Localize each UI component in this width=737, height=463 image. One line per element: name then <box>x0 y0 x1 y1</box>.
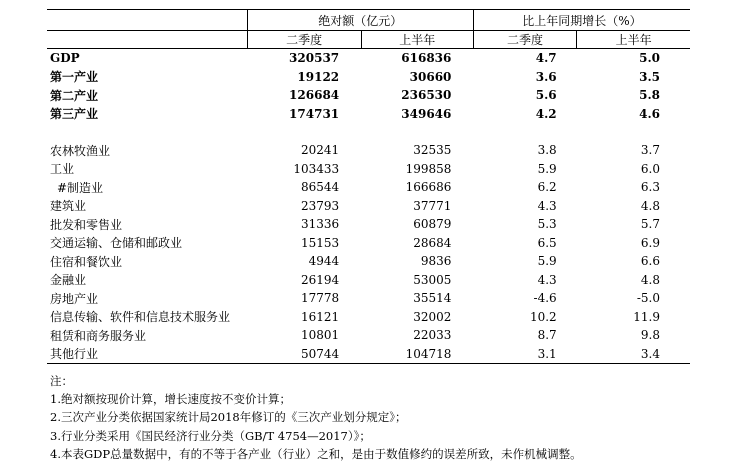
cell-value: 28684 <box>413 235 452 250</box>
table-row <box>47 215 690 234</box>
cell-value: 126684 <box>289 88 340 103</box>
row-name: 第一产业 <box>50 70 99 85</box>
row-name: 信息传输、软件和信息技术服务业 <box>50 310 231 325</box>
cell-value: -5.0 <box>636 291 660 306</box>
cell-value: 4.6 <box>639 106 660 121</box>
row-name: 金融业 <box>50 273 87 288</box>
header-corner <box>47 10 247 31</box>
cell-value: 349646 <box>401 106 452 121</box>
cell-value: 53005 <box>413 272 452 287</box>
header-h1-growth: 上半年 <box>577 31 690 49</box>
row-name: 交通运输、仓储和邮政业 <box>50 236 183 251</box>
table-row <box>47 345 690 364</box>
row-name: 住宿和餐饮业 <box>50 254 123 269</box>
cell-value: 32002 <box>413 309 452 324</box>
cell-value: 5.0 <box>639 51 660 66</box>
header-h1-amount: 上半年 <box>361 31 473 49</box>
cell-value: 4.3 <box>537 198 557 213</box>
table-row <box>47 308 690 327</box>
cell-value: 86544 <box>300 180 340 195</box>
header-absolute-amount: 绝对额（亿元） <box>247 10 473 31</box>
cell-value: 9.8 <box>640 328 660 343</box>
cell-value: 6.3 <box>640 180 660 195</box>
cell-value: 236530 <box>401 88 452 103</box>
cell-value: 4.8 <box>640 198 660 213</box>
cell-value: 60879 <box>413 217 452 232</box>
row-name: 租赁和商务服务业 <box>50 328 147 343</box>
cell-value: 6.2 <box>537 180 557 195</box>
table-row <box>47 68 690 87</box>
row-name: 其他行业 <box>47 345 247 364</box>
table-row <box>47 197 690 216</box>
cell-value: 6.9 <box>640 235 660 250</box>
header-q2-growth: 二季度 <box>473 31 576 49</box>
row-name: 第三产业 <box>50 107 99 122</box>
cell-value: 5.9 <box>537 161 557 176</box>
cell-value: 50744 <box>247 345 361 364</box>
header-growth-rate: 比上年同期增长（%） <box>473 10 690 31</box>
cell-value: 31336 <box>300 217 340 232</box>
cell-value: 3.1 <box>473 345 576 364</box>
cell-value: 10801 <box>300 328 340 343</box>
row-name: 第二产业 <box>50 88 99 103</box>
cell-value: 4.7 <box>535 51 557 66</box>
cell-value: 37771 <box>413 198 452 213</box>
cell-value: 3.7 <box>640 143 660 158</box>
table-row <box>47 160 690 179</box>
cell-value: 166686 <box>405 180 452 195</box>
cell-value: 3.6 <box>535 69 557 84</box>
cell-value: 10.2 <box>529 309 557 324</box>
cell-value: -4.6 <box>533 291 557 306</box>
note-heading: 注： <box>50 374 73 388</box>
row-name: 建筑业 <box>50 199 87 214</box>
cell-value: 11.9 <box>633 309 660 324</box>
table-row <box>47 271 690 290</box>
cell-value: 6.0 <box>640 161 660 176</box>
gdp-table <box>47 9 690 364</box>
cell-value: 5.6 <box>535 88 557 103</box>
cell-value: 3.5 <box>639 69 660 84</box>
cell-value: 35514 <box>413 291 452 306</box>
spacer-row <box>47 123 690 141</box>
cell-value: 174731 <box>289 106 340 121</box>
cell-value: 5.7 <box>640 217 660 232</box>
note-item: 2.三次产业分类依据国家统计局2018年修订的《三次产业划分规定》； <box>50 410 407 425</box>
cell-value: 4.3 <box>537 272 557 287</box>
table-row <box>47 234 690 253</box>
cell-value: 5.3 <box>537 217 557 232</box>
cell-value: 6.5 <box>537 235 557 250</box>
table-row <box>47 86 690 105</box>
cell-value: 616836 <box>401 51 452 66</box>
table-row <box>47 141 690 160</box>
header-row-2 <box>47 31 690 49</box>
row-name: 房地产业 <box>50 291 99 306</box>
note-item: 3.行业分类采用《国民经济行业分类（GB/T 4754—2017）》； <box>50 428 371 443</box>
header-row-1 <box>47 10 690 31</box>
cell-value: 15153 <box>300 235 340 250</box>
table-row <box>47 49 690 68</box>
cell-value: 26194 <box>300 272 340 287</box>
row-name: 批发和零售业 <box>50 217 123 232</box>
cell-value: 5.8 <box>639 88 660 103</box>
cell-value: 5.9 <box>537 254 557 269</box>
cell-value: 23793 <box>300 198 340 213</box>
table-row <box>47 326 690 345</box>
header-q2-amount: 二季度 <box>247 31 361 49</box>
note-item: 1.绝对额按现价计算，增长速度按不变价计算； <box>50 392 291 407</box>
row-name: 工业 <box>50 162 75 177</box>
cell-value: 6.6 <box>640 254 660 269</box>
table-notes <box>50 372 582 463</box>
cell-value: 4.2 <box>535 106 557 121</box>
cell-value: 199858 <box>405 161 452 176</box>
cell-value: 32535 <box>413 143 452 158</box>
cell-value: 20241 <box>300 143 340 158</box>
cell-value: 16121 <box>300 309 340 324</box>
cell-value: 30660 <box>409 69 452 84</box>
table-row <box>47 105 690 124</box>
cell-value: 103433 <box>293 161 340 176</box>
table-row <box>47 252 690 271</box>
cell-value: 4944 <box>308 254 340 269</box>
cell-value: 19122 <box>297 69 340 84</box>
cell-value: 9836 <box>420 254 452 269</box>
row-name: #制造业 <box>57 180 104 195</box>
cell-value: 17778 <box>300 291 340 306</box>
cell-value: 8.7 <box>537 328 557 343</box>
table-row <box>47 178 690 197</box>
cell-value: 320537 <box>289 51 340 66</box>
cell-value: 4.8 <box>640 272 660 287</box>
cell-value: 104718 <box>361 345 473 364</box>
cell-value: 22033 <box>413 328 452 343</box>
row-name: 农林牧渔业 <box>50 143 111 158</box>
table-row <box>47 289 690 308</box>
cell-value: 3.8 <box>537 143 557 158</box>
note-item: 4.本表GDP总量数据中，有的不等于各产业（行业）之和，是由于数值修约的误差所致，未作机械调整。 <box>50 446 582 461</box>
header-corner-2 <box>47 31 247 49</box>
row-name: GDP <box>50 51 80 66</box>
cell-value: 3.4 <box>577 345 690 364</box>
